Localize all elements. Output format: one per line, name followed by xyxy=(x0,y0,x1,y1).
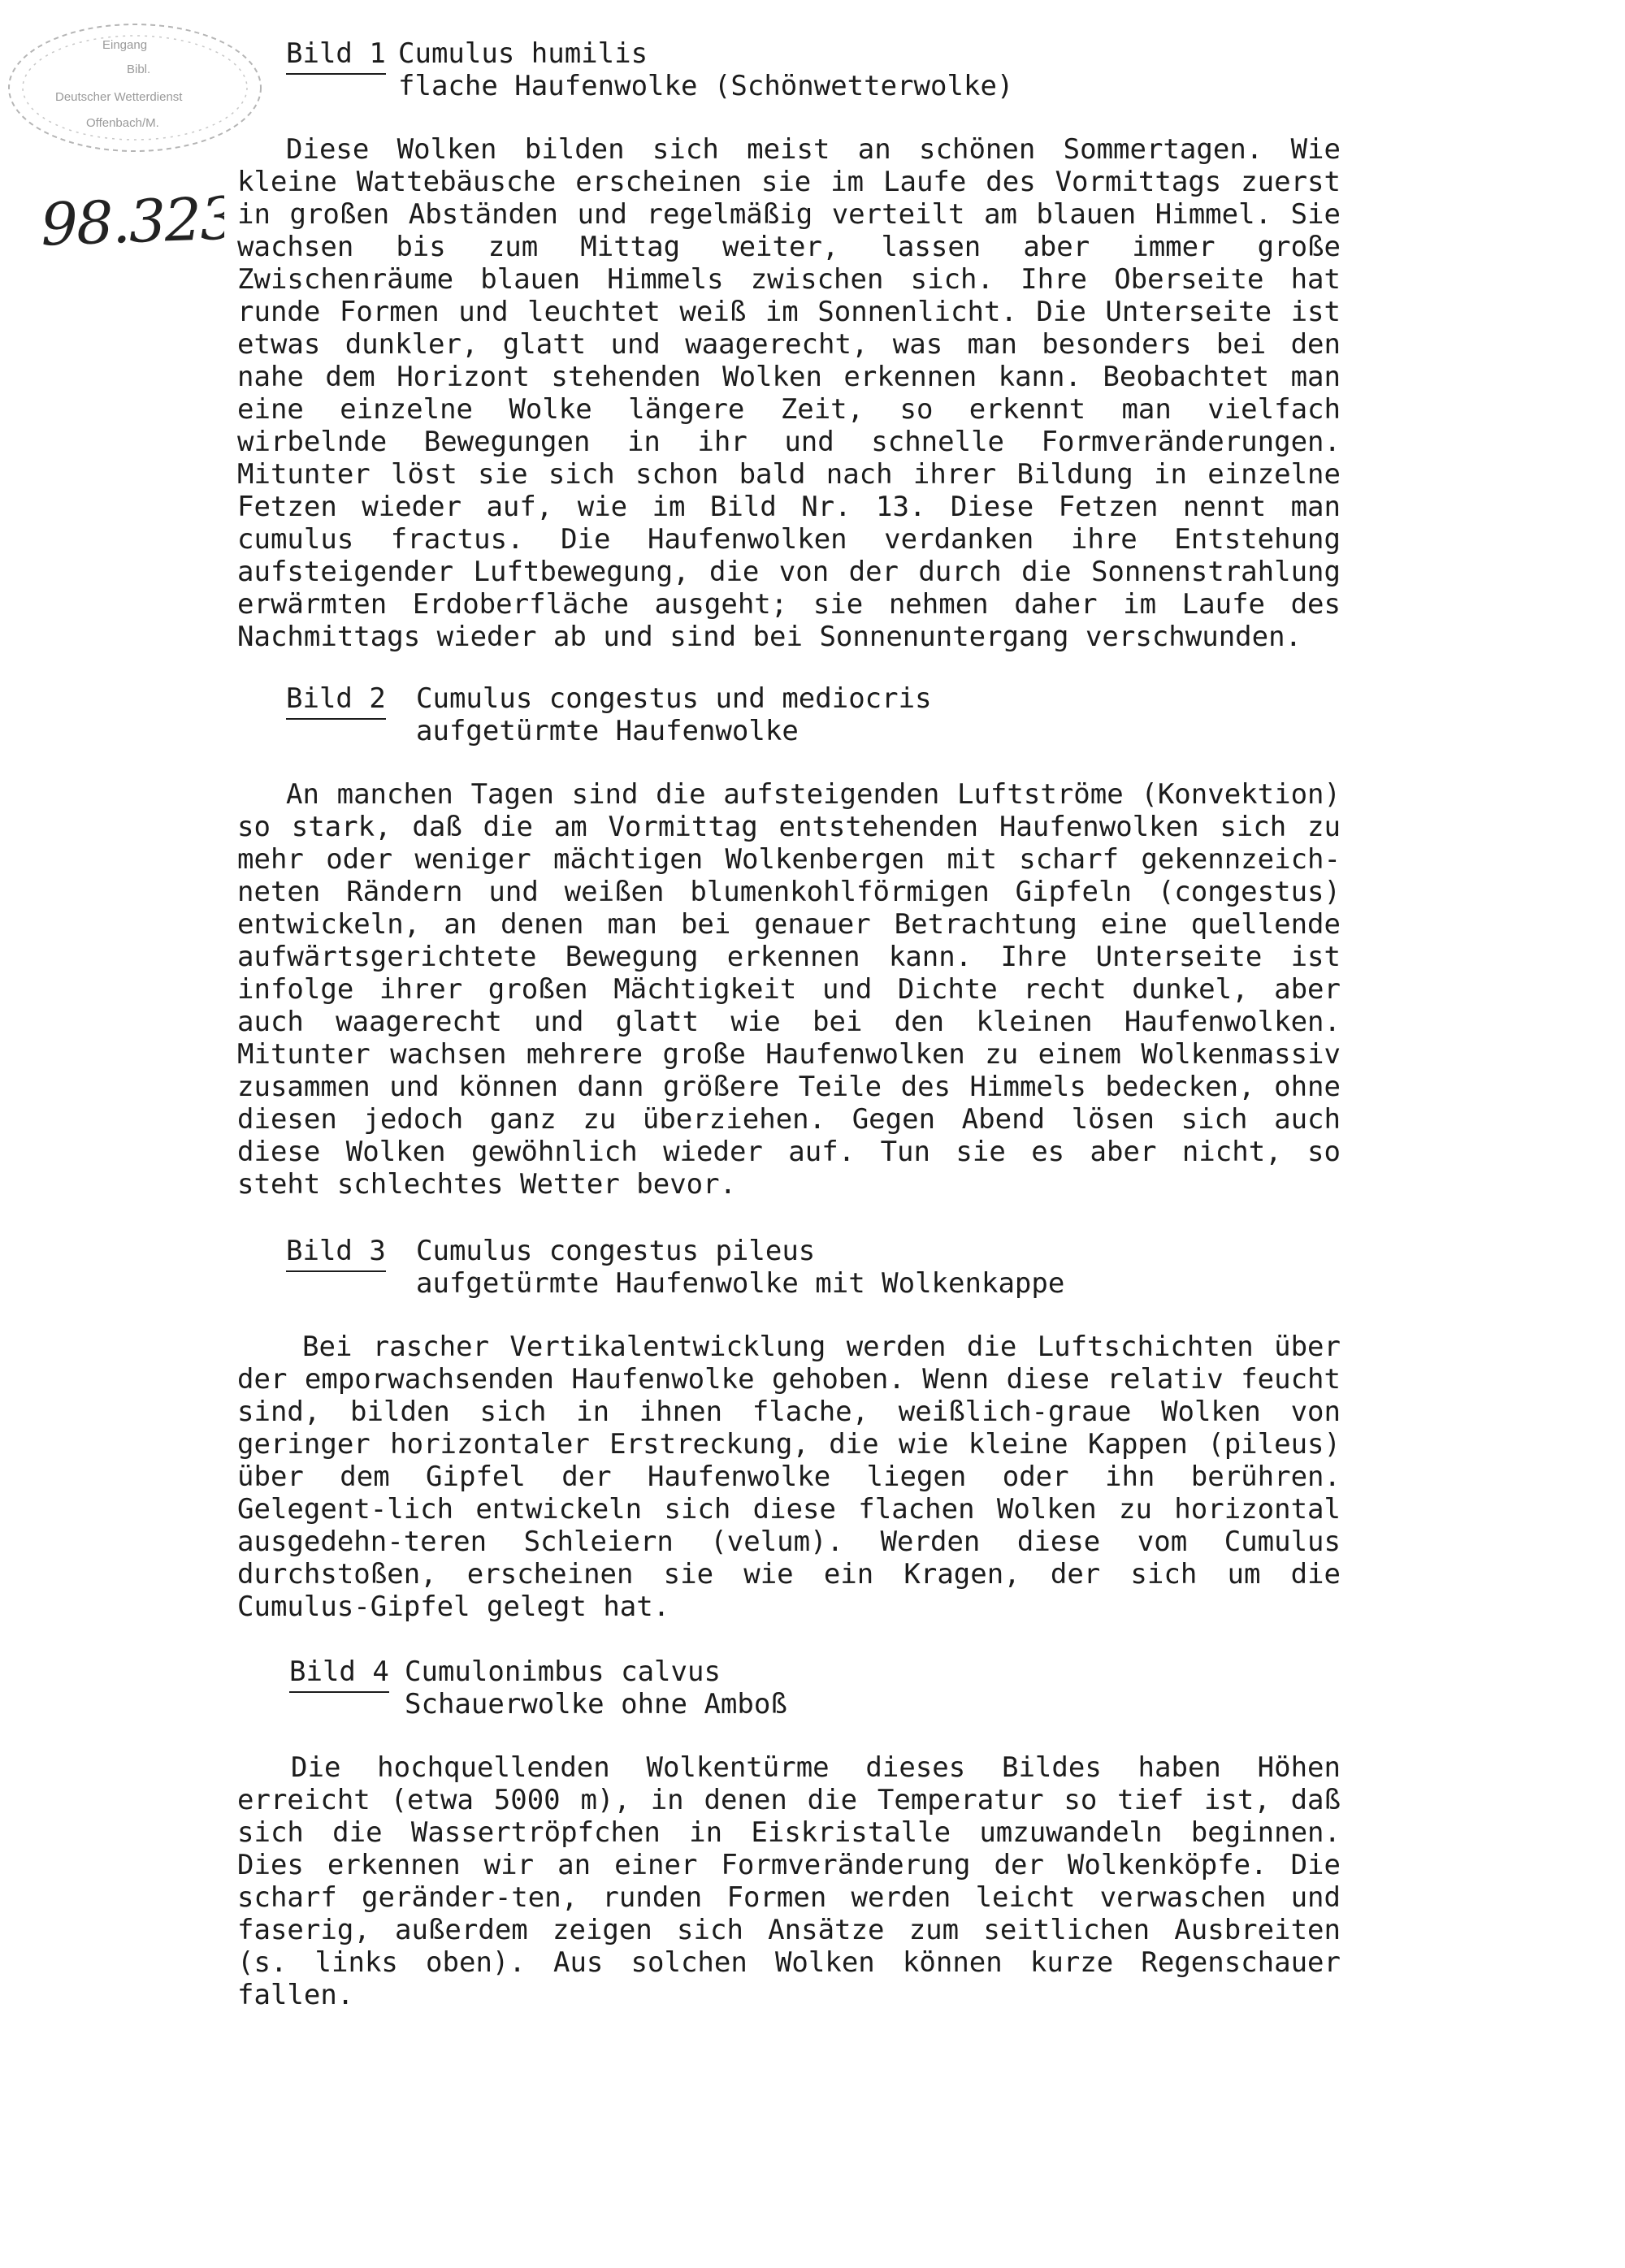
cloud-latin-name: Cumulonimbus calvus xyxy=(405,1656,721,1688)
section-body-text: An manchen Tagen sind die aufsteigenden Luftströme (Konvektion) so stark, daß die am Vormittag entstehenden Haufenwolken sich zu mehr oder weniger mächtigen Wolkenbergen mit scharf gekennzeich-neten Rändern und weißen blumenkohlförmigen Gipfeln (congestus) entwickeln, an denen man bei genauer Betrachtung eine quellende aufwärtsgerichtete Bewegung erkennen kann. Ihre Unterseite ist infolge ihrer großen Mächtigkeit und Dichte recht dunkel, aber auch waagerecht und glatt wie bei den kleinen Haufenwolken. Mitunter wachsen mehrere große Haufenwolken zu einem Wolkenmassiv zusammen und können dann größere Teile des Himmels bedecken, ohne diesen jedoch ganz zu überziehen. Gegen Abend lösen sich auch diese Wolken gewöhnlich wieder auf. Tun sie es aber nicht, so steht schlechtes Wetter bevor. xyxy=(237,778,1341,1201)
stamp-line-3: Deutscher Wetterdienst xyxy=(55,90,183,104)
section-bild-3 xyxy=(0,1235,1625,1623)
cloud-latin-name: Cumulus congestus pileus xyxy=(416,1235,816,1267)
cloud-german-name: aufgetürmte Haufenwolke xyxy=(416,715,799,747)
section-heading xyxy=(0,37,1625,104)
section-body-text: Bei rascher Vertikalentwicklung werden die Luftschichten über der emporwachsenden Haufenwolke gehoben. Wenn diese relativ feucht sind, bilden sich in ihnen flache, weißlich-graue Wolken von geringer horizontaler Erstreckung, die wie kleine Kappen (pileus) über dem Gipfel der Haufenwolke liegen oder ihn berühren. Gelegent-lich entwickeln sich diese flachen Wolken zu horizontal ausgedehn-teren Schleiern (velum). Werden diese vom Cumulus durchstoßen, erscheinen sie wie ein Kragen, der sich um die Cumulus-Gipfel gelegt hat. xyxy=(237,1331,1341,1623)
section-heading xyxy=(0,1235,1625,1301)
stamp-line-1: Eingang xyxy=(102,38,148,52)
cloud-latin-name: Cumulus humilis xyxy=(398,37,648,70)
cloud-latin-name: Cumulus congestus und mediocris xyxy=(416,682,932,715)
section-body-text: Diese Wolken bilden sich meist an schönen Sommertagen. Wie kleine Wattebäusche erscheinen sie im Laufe des Vormittags zuerst in großen Abständen und regelmäßig verteilt am blauen Himmel. Sie wachsen bis zum Mittag weiter, lassen aber immer große Zwischenräume blauen Himmels zwischen sich. Ihre Oberseite hat runde Formen und leuchtet weiß im Sonnenlicht. Die Unterseite ist etwas dunkler, glatt und waagerecht, was man besonders bei den nahe dem Horizont stehenden Wolken erkennen kann. Beobachtet man eine einzelne Wolke längere Zeit, so erkennt man vielfach wirbelnde Bewegungen in ihr und schnelle Formveränderungen. Mitunter löst sie sich schon bald nach ihrer Bildung in einzelne Fetzen wieder auf, wie im Bild Nr. 13. Diese Fetzen nennt man cumulus fractus. Die Haufenwolken verdanken ihre Entstehung aufsteigender Luftbewegung, die von der durch die Sonnenstrahlung erwärmten Erdoberfläche ausgeht; sie nehmen daher im Laufe des Nachmittags wieder ab und sind bei Sonnenuntergang verschwunden. xyxy=(237,133,1341,653)
figure-label: Bild 1 xyxy=(286,37,386,75)
cloud-german-name: Schauerwolke ohne Amboß xyxy=(405,1688,787,1720)
figure-label: Bild 3 xyxy=(286,1235,386,1272)
figure-label: Bild 2 xyxy=(286,682,386,720)
cloud-german-name: flache Haufenwolke (Schönwetterwolke) xyxy=(398,70,1014,102)
stamp-line-2: Bibl. xyxy=(127,63,151,76)
section-heading xyxy=(0,1656,1625,1722)
cloud-german-name: aufgetürmte Haufenwolke mit Wolkenkappe xyxy=(416,1267,1065,1300)
stamp-line-4: Offenbach/M. xyxy=(86,116,159,130)
section-body-text: Die hochquellenden Wolkentürme dieses Bildes haben Höhen erreicht (etwa 5000 m), in denen die Temperatur so tief ist, daß sich die Wassertröpfchen in Eiskristalle umzuwandeln beginnen. Dies erkennen wir an einer Formveränderung der Wolkenköpfe. Die scharf geränder-ten, runden Formen werden leicht verwaschen und faserig, außerdem zeigen sich Ansätze zum seitlichen Ausbreiten (s. links oben). Aus solchen Wolken können kurze Regenschauer fallen. xyxy=(237,1751,1341,2011)
figure-label: Bild 4 xyxy=(289,1656,389,1693)
section-bild-2 xyxy=(0,682,1625,1201)
archive-number-text: 98.323 xyxy=(39,188,224,255)
section-bild-4 xyxy=(0,1656,1625,2011)
section-heading xyxy=(0,682,1625,749)
